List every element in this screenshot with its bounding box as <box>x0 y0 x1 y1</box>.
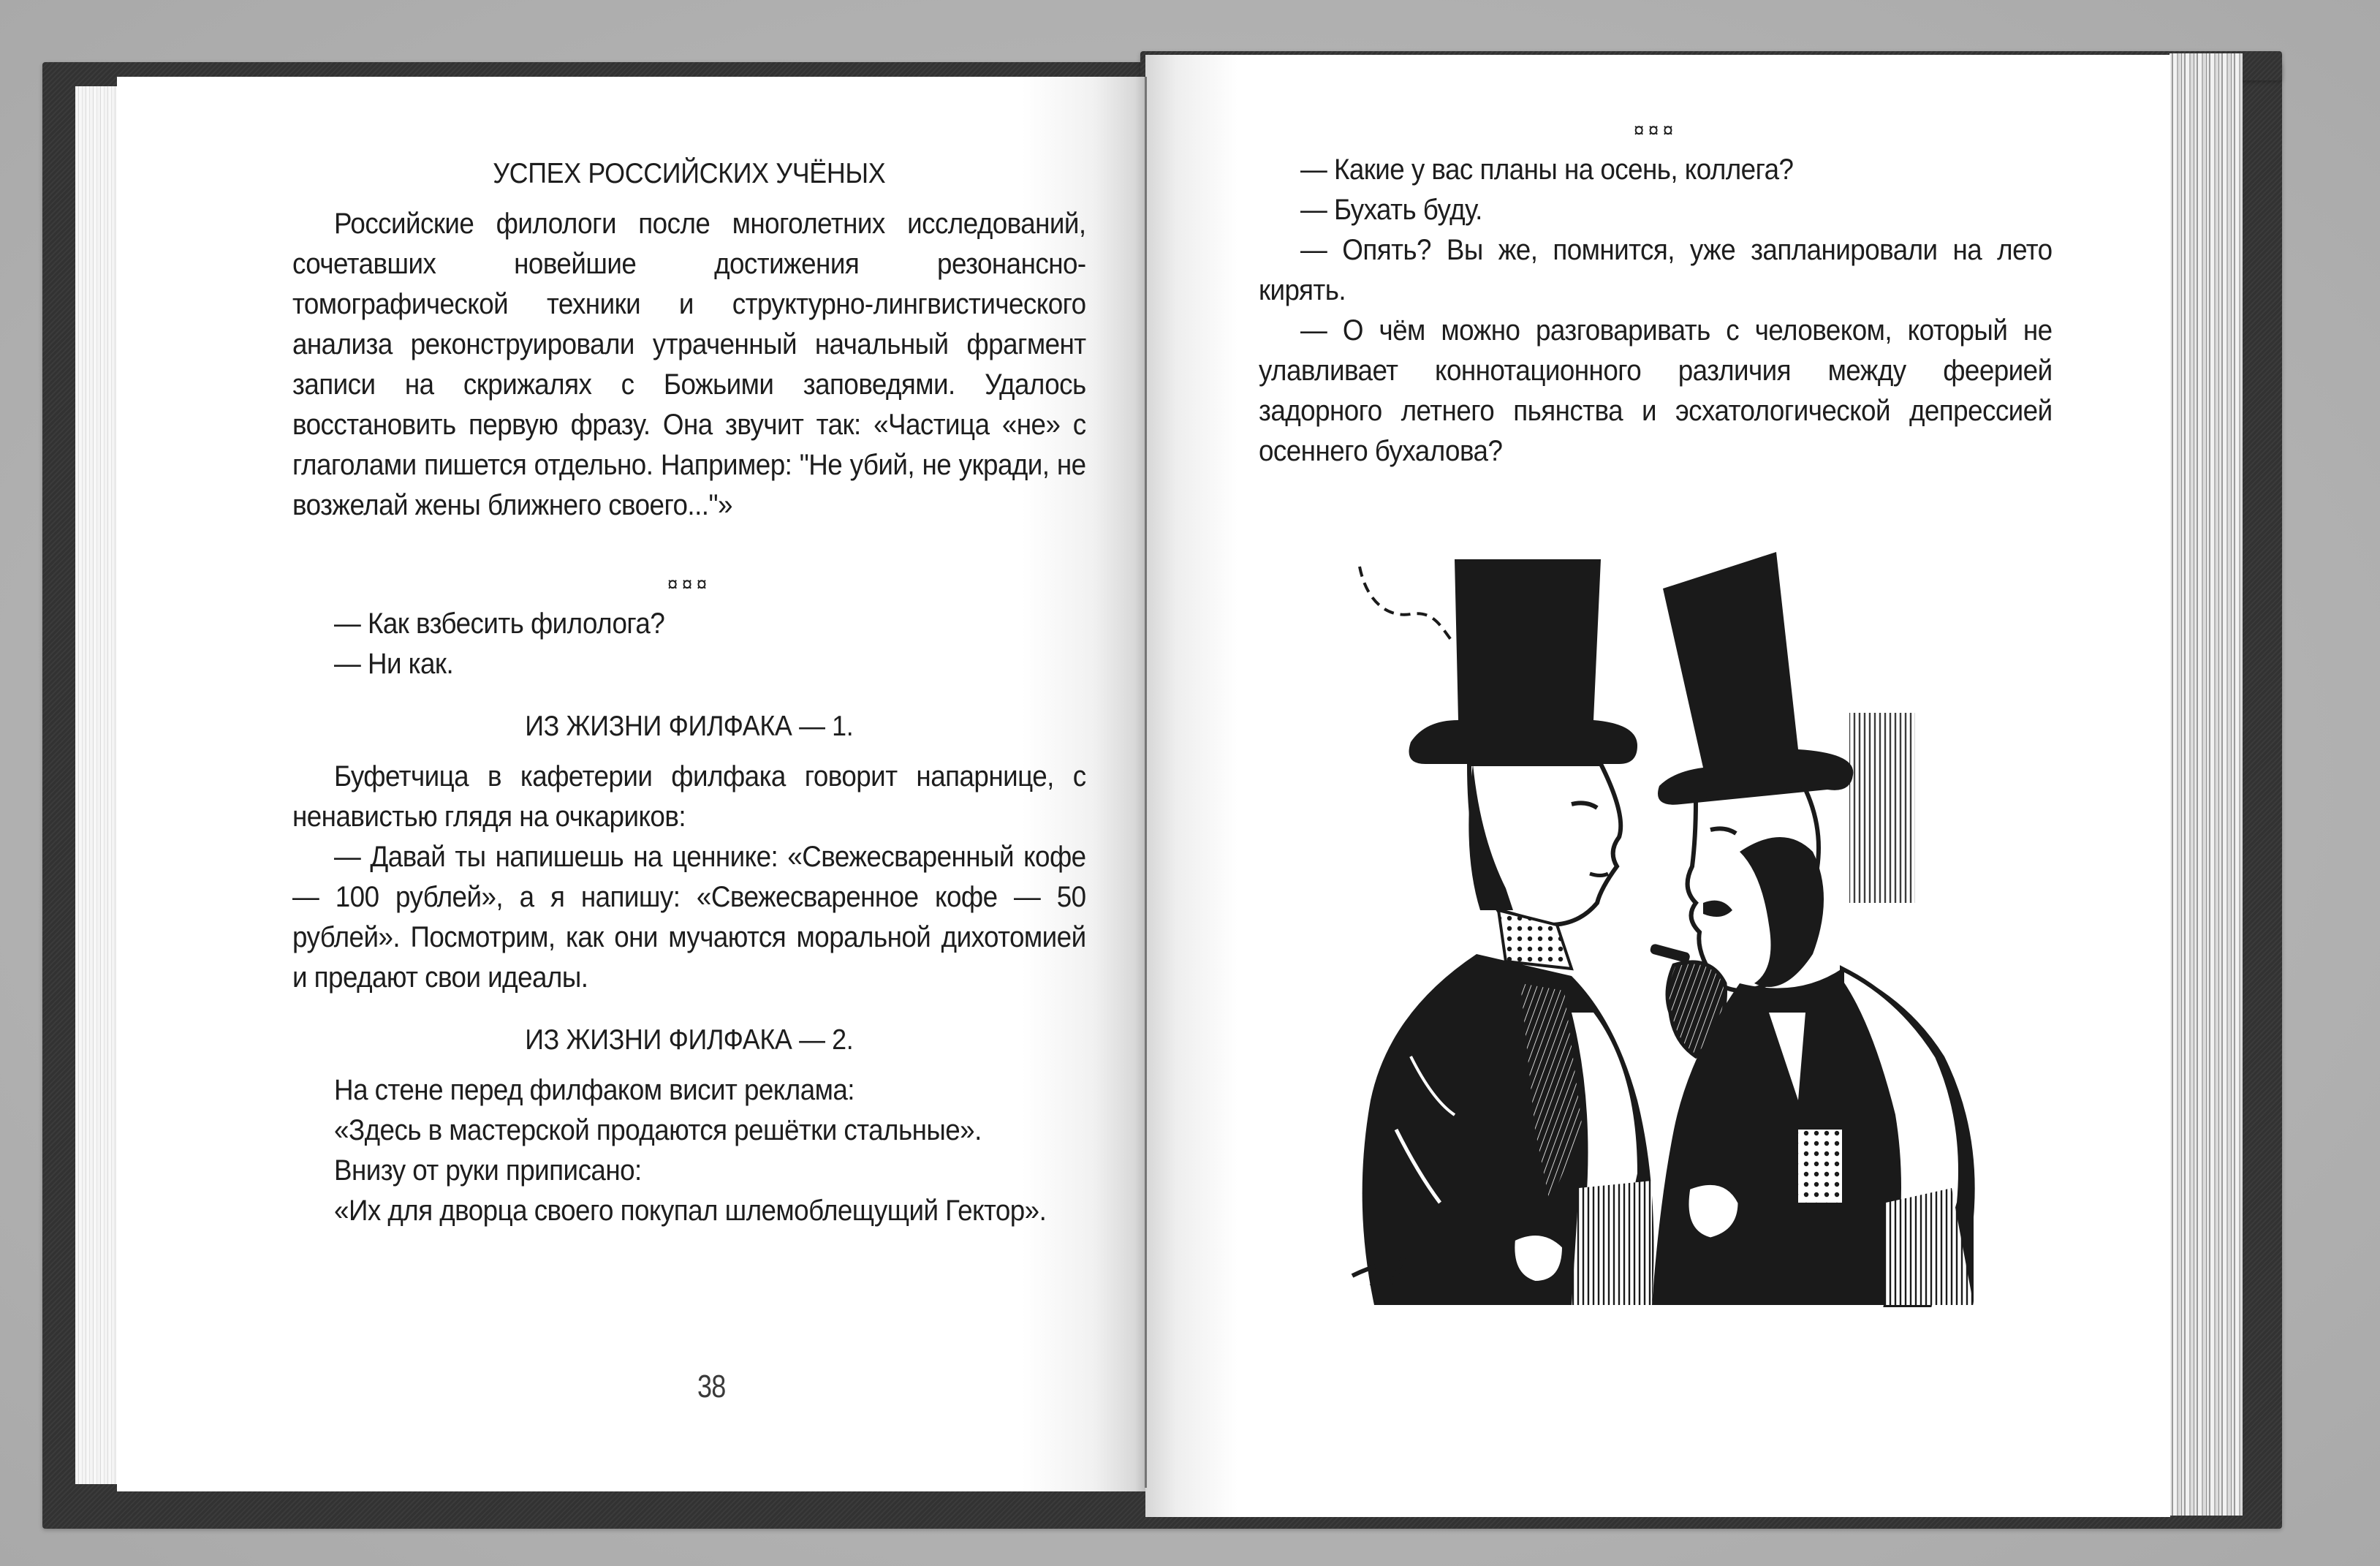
dialogue-line: — О чём можно разговаривать с человеком, который не улавливает коннотационного различия между феерией задорного летнего пьянства и эсхатологической депрессией осеннего бухалова? <box>1259 314 2053 467</box>
left-top-hat <box>1409 559 1638 764</box>
dialogue-line: — Какие у вас планы на осень, коллега? <box>1300 154 1794 186</box>
section-ornament: ¤¤¤ <box>667 572 711 595</box>
section-ornament: ¤¤¤ <box>1634 118 1678 141</box>
right-page-text <box>1259 110 2053 472</box>
paragraph: Российские филологи после многолетних исследований, сочетавших новейшие достижения резонансно-томографической техники и структурно-лингвистического анализа реконструировали утраченный начальный фрагмент записи на скрижалях с Божьими заповедями. Удалось восстановить первую фразу. Она звучит так: «Частица «не» с глаголами пишется отдельно. Например: "Не убий, не укради, не возжелай жены ближнего своего..."» <box>292 208 1086 521</box>
book-gutter <box>1145 77 1147 1488</box>
right-gentleman <box>1649 552 1974 1305</box>
section-heading: ИЗ ЖИЗНИ ФИЛФАКА — 1. <box>525 711 854 742</box>
right-page-stack <box>2169 53 2243 1516</box>
engraving-two-gentlemen-illustration <box>1330 545 2017 1320</box>
paragraph: Буфетчица в кафетерии филфака говорит напарнице, с ненавистью глядя на очкариков: <box>292 760 1086 833</box>
left-page-text <box>292 154 1086 1231</box>
paragraph: «Здесь в мастерской продаются решётки стальные». <box>334 1114 982 1146</box>
section-heading: УСПЕХ РОССИЙСКИХ УЧЁНЫХ <box>493 158 886 189</box>
dialogue-line: — Ни как. <box>334 648 454 680</box>
dialogue-line: — Как взбесить филолога? <box>334 608 665 640</box>
paragraph: «Их для дворца своего покупал шлемоблещущий Гектор». <box>334 1195 1047 1227</box>
right-top-hat <box>1658 552 1853 805</box>
paragraph: Внизу от руки приписано: <box>334 1154 642 1187</box>
left-gentleman <box>1363 559 1654 1305</box>
page-number: 38 <box>697 1369 726 1404</box>
dialogue-line: — Опять? Вы же, помнится, уже запланировали на лето кирять. <box>1259 234 2053 306</box>
paragraph: На стене перед филфаком висит реклама: <box>334 1074 854 1106</box>
dialogue-line: — Бухать буду. <box>1300 194 1482 226</box>
dialogue-line: — Давай ты напишешь на ценнике: «Свежесваренный кофе — 100 рублей», а я напишу: «Свежесваренное кофе — 50 рублей». Посмотрим, как они мучаются моральной дихотомией и предают свои идеалы. <box>292 841 1086 994</box>
section-heading: ИЗ ЖИЗНИ ФИЛФАКА — 2. <box>525 1024 854 1056</box>
